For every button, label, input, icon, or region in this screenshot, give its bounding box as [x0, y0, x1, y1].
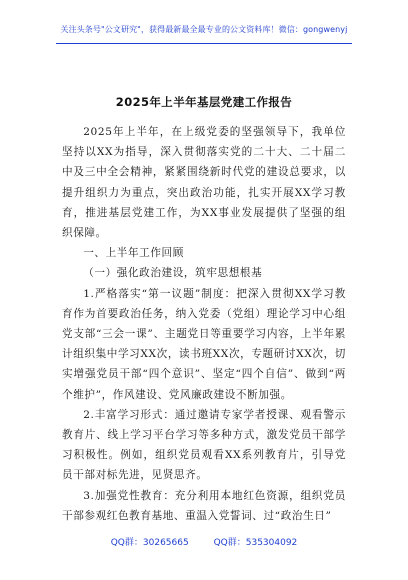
footer-qq-group-2: QQ群：535304092	[213, 538, 298, 548]
footer	[0, 535, 408, 548]
document-body	[62, 122, 346, 526]
footer-qq-group-1: QQ群：30265665	[110, 538, 189, 548]
body-paragraph: 2.丰富学习形式：通过邀请专家学者授课、观看警示教育片、线上学习平台学习等多种方式，激发党员干部学习积极性。例如，组织党员观看XX系列教育片，引导党员干部对标先进，见贤思齐。	[62, 408, 346, 482]
section-heading: 一、上半年工作回顾	[83, 247, 184, 260]
body-paragraph: 3.加强党性教育：充分利用本地红色资源，组织党员干部参观红色教育基地、重温入党誓词、过“政治生日”	[62, 489, 346, 522]
header-banner: 关注头条号"公文研究"，获得最新最全最专业的公文资料库！微信：gongwenyj	[60, 25, 348, 34]
document-title: 2025年上半年基层党建工作报告	[115, 95, 293, 109]
intro-paragraph: 2025年上半年，在上级党委的坚强领导下，我单位坚持以XX为指导，深入贯彻落实党的二十大、二十届二中及三中全会精神，紧紧围绕新时代党的建设总要求，以提升组织力为重点，突出政治功能，扎实开展XX学习教育，推进基层党建工作，为XX事业发展提供了坚强的组织保障。	[62, 126, 346, 240]
body-paragraph: 1.严格落实“第一议题”制度：把深入贯彻XX学习教育作为首要政治任务，纳入党委（党组）理论学习中心组党支部“三会一课”、主题党日等重要学习内容，上半年累计组织集中学习XX次，读书班XX次，专题研讨XX次，切实增强党员干部“四个意识”、坚定“四个自信”、做到“两个维护”，作风建设、党风廉政建设不断加强。	[62, 287, 346, 401]
subsection-heading: （一）强化政治建设，筑牢思想根基	[83, 267, 263, 280]
header-divider	[56, 43, 352, 44]
